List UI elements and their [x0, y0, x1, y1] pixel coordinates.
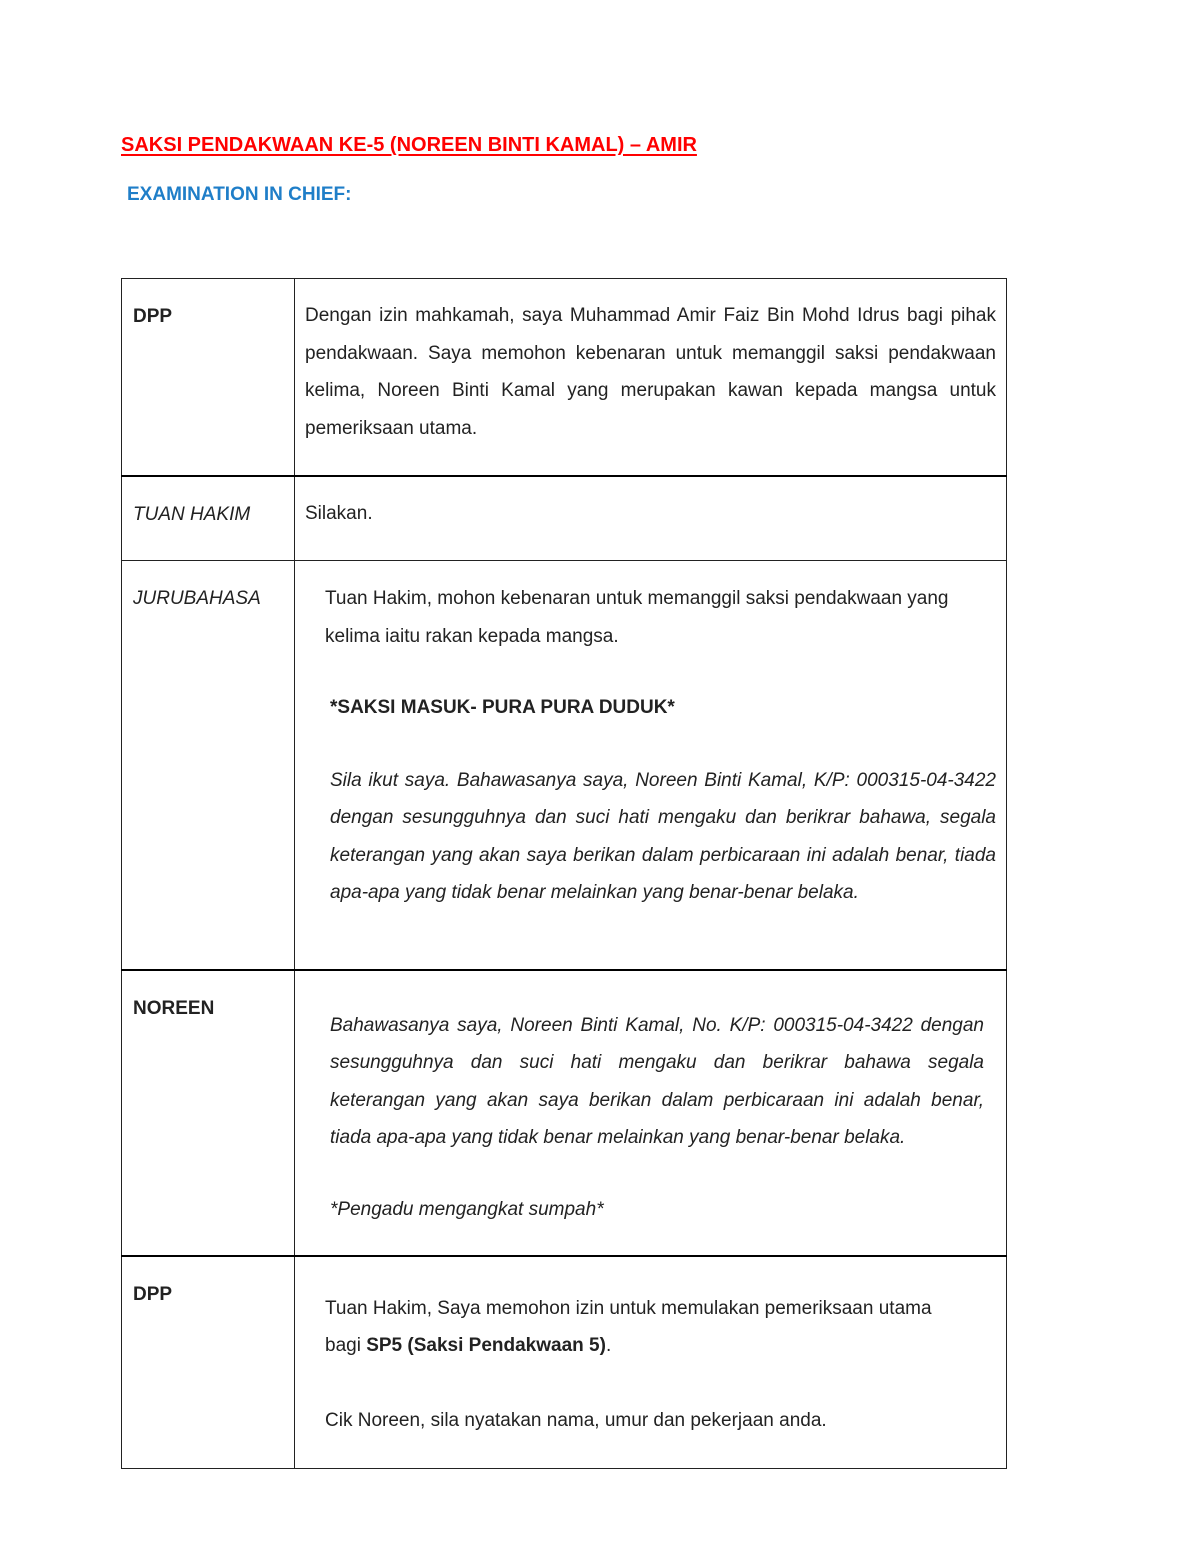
speaker-cell	[122, 476, 295, 561]
dialogue-text: Dengan izin mahkamah, saya Muhammad Amir Faiz Bin Mohd Idrus bagi pihak pendakwaan. Saya memohon kebenaran untuk memanggil saksi pendakwaan kelima, Noreen Binti Kamal yang merupakan kawan kepada mangsa untuk pemeriksaan utama.	[305, 305, 996, 439]
speaker-cell	[122, 970, 295, 1256]
dialogue-cell	[295, 279, 1007, 476]
dialogue-cell	[295, 476, 1007, 561]
stage-direction: *Pengadu mengangkat sumpah*	[330, 1198, 604, 1220]
speaker-cell	[122, 561, 295, 970]
oath-text: Bahawasanya saya, Noreen Binti Kamal, No. K/P: 000315-04-3422 dengan sesungguhnya dan suci hati mengaku dan berikrar bahawa segala keterangan yang akan saya berikan dalam perbicaraan ini adalah benar, tiada apa-apa yang tidak benar melainkan yang benar-benar belaka.	[330, 1014, 984, 1148]
speaker-label: DPP	[133, 1283, 173, 1305]
section-heading: EXAMINATION IN CHIEF:	[127, 184, 352, 205]
dialogue-cell	[295, 970, 1007, 1256]
dialogue-text: Cik Noreen, sila nyatakan nama, umur dan pekerjaan anda.	[325, 1409, 827, 1431]
dialogue-cell	[295, 1256, 1007, 1469]
stage-direction: *SAKSI MASUK- PURA PURA DUDUK*	[330, 697, 675, 718]
dialogue-text: Silakan.	[305, 502, 373, 524]
dialogue-cell	[295, 561, 1007, 970]
speaker-cell	[122, 1256, 295, 1469]
dialogue-text-end: .	[605, 1335, 612, 1356]
table-row	[122, 279, 1007, 476]
speaker-label: TUAN HAKIM	[133, 503, 251, 525]
page-title: SAKSI PENDAKWAAN KE-5 (NOREEN BINTI KAMAL) – AMIR	[121, 134, 697, 156]
speaker-label: NOREEN	[133, 997, 215, 1019]
table-row	[122, 476, 1007, 561]
speaker-cell	[122, 279, 295, 476]
dialogue-text: Tuan Hakim, mohon kebenaran untuk memanggil saksi pendakwaan yang kelima iaitu rakan kepada mangsa.	[325, 588, 949, 647]
speaker-label: JURUBAHASA	[133, 588, 261, 609]
witness-reference: SP5 (Saksi Pendakwaan 5)	[366, 1335, 606, 1356]
table-row	[122, 561, 1007, 970]
hearing-script-table	[121, 278, 1007, 1469]
table-row	[122, 1256, 1007, 1469]
dialogue-text-start: Tuan Hakim, Saya memohon izin untuk memulakan pemeriksaan utama bagi	[325, 1297, 932, 1356]
table-row	[122, 970, 1007, 1256]
oath-text: Sila ikut saya. Bahawasanya saya, Noreen Binti Kamal, K/P: 000315-04-3422 dengan sesungguhnya dan suci hati mengaku dan berikrar bahawa, segala keterangan yang akan saya berikan dalam perbicaraan ini adalah benar, tiada apa-apa yang tidak benar melainkan yang benar-benar belaka.	[330, 769, 996, 903]
speaker-label: DPP	[133, 306, 173, 327]
dialogue-text	[325, 1290, 966, 1365]
